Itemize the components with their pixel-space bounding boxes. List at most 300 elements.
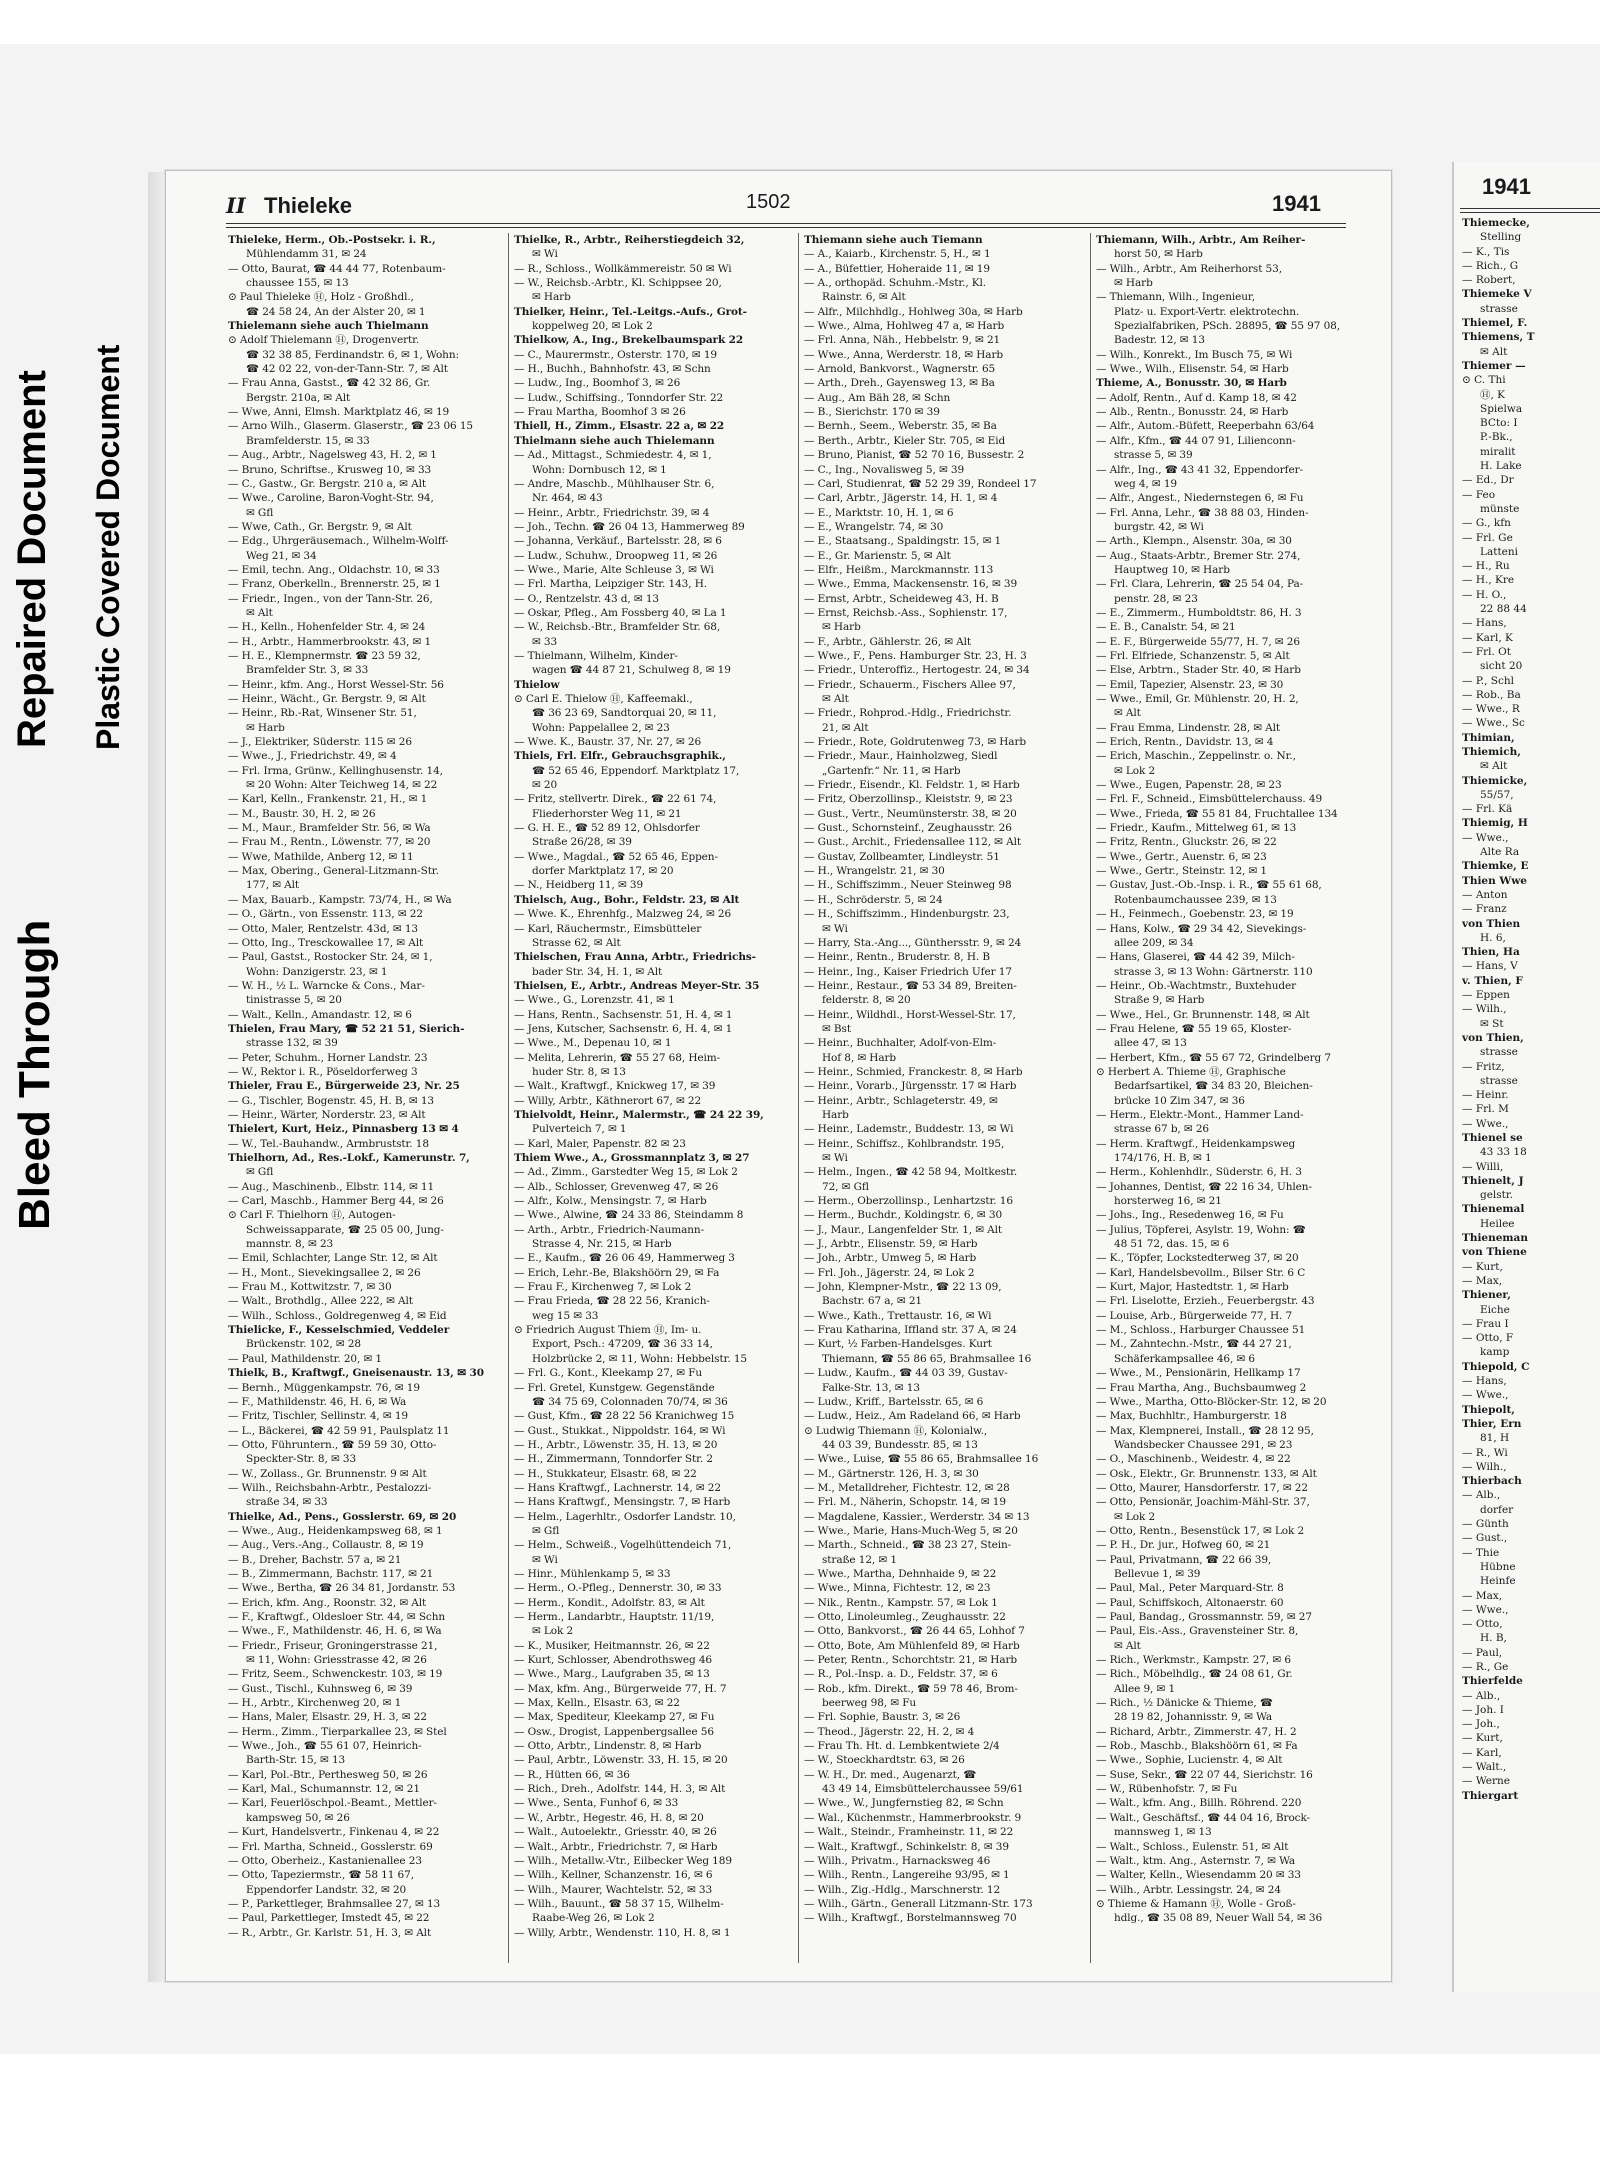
directory-entry-line: dorfer Marktplatz 17, ✉ 20 xyxy=(532,865,674,878)
directory-entry-line: — Friedr., Rote, Goldrutenweg 73, ✉ Harb xyxy=(804,736,1027,749)
directory-entry-line: — Heinr., Wärter, Norderstr. 23, ✉ Alt xyxy=(228,1108,426,1121)
directory-entry-line: huder Str. 8, ✉ 13 xyxy=(532,1065,626,1078)
directory-entry-line: — Friedr., Maur., Hainholzweg, Siedl xyxy=(804,750,998,763)
directory-entry-line: — Paul, Mal., Peter Marquard-Str. 8 xyxy=(1096,1582,1284,1595)
directory-entry-line: — Frau Th. Ht. d. Lembkentwiete 2/4 xyxy=(804,1740,1000,1753)
directory-entry-line: — H., Kre xyxy=(1462,574,1515,587)
directory-entry-line: — W., Reichsb.-Arbtr., Kl. Schippsee 20, xyxy=(514,277,722,290)
directory-entry-line: — E., Kaufm., ☎ 26 06 49, Hammerweg 3 xyxy=(514,1252,735,1265)
directory-entry-line: — Heinr., kfm. Ang., Horst Wessel-Str. 56 xyxy=(228,678,444,691)
directory-entry-line: — Aug., Maschinenb., Elbstr. 114, ✉ 11 xyxy=(228,1180,435,1193)
directory-entry-line: — Berth., Arbtr., Kieler Str. 705, ✉ Eid xyxy=(804,434,1006,447)
directory-entry-line: — Hans, xyxy=(1462,617,1507,630)
directory-entry-line: — Aug., Arbtr., Nagelsweg 43, H. 2, ✉ 1 xyxy=(228,449,437,462)
directory-entry-line: — Heinr., Wächt., Gr. Bergstr. 9, ✉ Alt xyxy=(228,693,426,705)
directory-entry-line: Rainstr. 6, ✉ Alt xyxy=(822,291,906,304)
directory-column-3 xyxy=(804,233,1086,1973)
directory-entry-line: — Wwe., Sc xyxy=(1462,717,1525,730)
directory-entry-line: — Wilh., Metallw.-Vtr., Eilbecker Weg 189 xyxy=(514,1854,732,1867)
directory-entry-line: — C., Maurermstr., Osterstr. 170, ✉ 19 xyxy=(514,348,717,361)
directory-entry-line: — Wilh., Zig.-Hdlg., Marschnerstr. 12 xyxy=(804,1883,1001,1896)
directory-entry-line: 22 88 44 xyxy=(1480,603,1527,616)
directory-entry-line: Rotenbaumchaussee 239, ✉ 13 xyxy=(1114,893,1277,906)
directory-entry-line: — Heinr., Arbtr., Friedrichstr. 39, ✉ 4 xyxy=(514,506,710,519)
running-head-name: Thieleke xyxy=(264,193,353,218)
directory-entry-line: Thieleke, Herm., Ob.-Postsekr. i. R., xyxy=(228,234,436,246)
directory-entry-line: — Fritz, Tischler, Sellinstr. 4, ✉ 19 xyxy=(228,1410,408,1423)
directory-entry-line: — Friedr., Ingen., von der Tann-Str. 26, xyxy=(228,592,433,605)
directory-entry-line: — Hans, V xyxy=(1462,960,1518,973)
directory-entry-line: — Heinr., Schiffsz., Kohlbrandstr. 195, xyxy=(804,1137,1005,1150)
directory-entry-line: ✉ Harb xyxy=(1114,277,1153,290)
directory-entry-line: Schäferkampsallee 46, ✉ 6 xyxy=(1114,1352,1255,1365)
directory-entry-line: Fliederhorster Weg 11, ✉ 21 xyxy=(532,807,682,820)
directory-entry-line: — Joh., Arbtr., Umweg 5, ✉ Harb xyxy=(804,1252,977,1265)
directory-entry-line: ✉ Gfl xyxy=(246,506,274,519)
directory-entry-line: — R., Ge xyxy=(1462,1660,1509,1673)
directory-entry-line: dorfer xyxy=(1480,1503,1514,1516)
directory-entry-line: ✉ Alt xyxy=(246,606,273,619)
directory-entry-line: 81, H xyxy=(1480,1432,1510,1445)
directory-entry-line: — Herm., Elektr.-Mont., Hammer Land- xyxy=(1096,1108,1304,1121)
directory-entry-line: — H., Zimmermann, Tonndorfer Str. 2 xyxy=(514,1453,713,1466)
bottom-margin xyxy=(0,2054,1600,2177)
directory-entry-line: — Wwe., Caroline, Baron-Voght-Str. 94, xyxy=(228,492,434,505)
directory-entry-line: — N., Heidberg 11, ✉ 39 xyxy=(514,879,644,892)
directory-entry-line: — Harry, Sta.-Ang..., Günthersstr. 9, ✉ 24 xyxy=(804,936,1022,949)
directory-entry-line: — Otto, Maler, Rentzelstr. 43d, ✉ 13 xyxy=(228,922,419,935)
directory-entry-line: 21, ✉ Alt xyxy=(822,721,869,734)
directory-entry-line: — Frl. Irma, Grünw., Kellinghusenstr. 14, xyxy=(228,764,443,777)
directory-entry-line: Thiemann siehe auch Tiemann xyxy=(804,234,983,246)
directory-entry-line: — Walt., xyxy=(1462,1761,1507,1774)
directory-entry-line: — Max, Bauarb., Kampstr. 73/74, H., ✉ Wa xyxy=(228,893,452,906)
directory-entry-line: — Emil, Tapezier, Alsenstr. 23, ✉ 30 xyxy=(1096,678,1284,691)
directory-entry-line: — Gustav, Zollbeamter, Lindleystr. 51 xyxy=(804,850,1000,863)
directory-entry-line: — Rob., Ba xyxy=(1462,688,1521,701)
directory-entry-line: — Ernst, Arbtr., Scheideweg 43, H. B xyxy=(804,592,999,605)
directory-entry-line: strasse xyxy=(1480,1074,1518,1087)
directory-entry-line: — Frl. Joh., Jägerstr. 24, ✉ Lok 2 xyxy=(804,1266,975,1279)
directory-entry-line: — H., Ru xyxy=(1462,560,1510,573)
directory-entry-line: — Ludw., Heiz., Am Radeland 66, ✉ Harb xyxy=(804,1410,1021,1423)
directory-entry-line: — Emil, techn. Ang., Oldachstr. 10, ✉ 33 xyxy=(228,563,440,576)
directory-entry-line: Bellevue 1, ✉ 39 xyxy=(1114,1567,1201,1580)
directory-entry-line: ☎ 32 38 85, Ferdinandstr. 6, ✉ 1, Wohn: xyxy=(246,348,459,361)
directory-entry-line: — Gust, Kfm., ☎ 28 22 56 Kranichweg 15 xyxy=(514,1410,735,1423)
directory-entry-line: — E., Gr. Marienstr. 5, ✉ Alt xyxy=(804,549,951,562)
directory-entry-line: — Walt., Arbtr., Friedrichstr. 7, ✉ Harb xyxy=(514,1840,718,1853)
directory-entry-line: — W. H., Dr. med., Augenarzt, ☎ xyxy=(804,1768,977,1781)
directory-entry-line: — M., Maur., Bramfelder Str. 56, ✉ Wa xyxy=(228,822,431,835)
directory-entry-line: — P., Parkettleger, Brahmsallee 27, ✉ 13 xyxy=(228,1897,441,1910)
directory-entry-line: — Paul, Arbtr., Löwenstr. 33, H. 15, ✉ 20 xyxy=(514,1754,728,1767)
directory-entry-line: — Frau M., Rentn., Löwenstr. 77, ✉ 20 xyxy=(228,836,431,849)
directory-entry-line: Export, Psch.: 47209, ☎ 36 33 14, xyxy=(532,1338,713,1351)
directory-entry-line: — Kurt, ½ Farben-Handelsges. Kurt xyxy=(804,1338,992,1351)
directory-entry-line: Thielemann siehe auch Thielmann xyxy=(228,320,429,333)
directory-entry-line: — Frl. Clara, Lehrerin, ☎ 25 54 04, Pa- xyxy=(1096,578,1304,591)
page-header xyxy=(226,189,1351,223)
directory-entry-line: weg 15 ✉ 33 xyxy=(532,1309,599,1322)
directory-entry-line: — Peter, Schuhm., Horner Landstr. 23 xyxy=(228,1051,428,1064)
directory-entry-line: Thiell, H., Zimm., Elsastr. 22 a, ✉ 22 xyxy=(514,420,725,433)
directory-entry-line: — Hans, xyxy=(1462,1375,1507,1388)
directory-entry-line: — Paul, Schiffskoch, Altonaerstr. 60 xyxy=(1096,1596,1284,1609)
directory-entry-line: — H., Arbtr., Löwenstr. 35, H. 13, ✉ 20 xyxy=(514,1438,718,1451)
directory-entry-line: — Wwe., M., Depenau 10, ✉ 1 xyxy=(514,1037,672,1050)
directory-entry-line: — Gust., Stukkat., Nippoldstr. 164, ✉ Wi xyxy=(514,1424,726,1437)
directory-entry-line: — W., Zollass., Gr. Brunnenstr. 9 ✉ Alt xyxy=(228,1467,427,1480)
directory-entry-line: chaussee 155, ✉ 13 xyxy=(246,277,349,290)
directory-entry-line: Bedarfsartikel, ☎ 34 83 20, Bleichen- xyxy=(1114,1080,1313,1093)
directory-entry-line: — Gust., xyxy=(1462,1532,1508,1545)
directory-entry-line: — Max, Buchhltr., Hamburgerstr. 18 xyxy=(1096,1410,1287,1423)
directory-entry-line: — Wilh., xyxy=(1462,1003,1507,1016)
directory-entry-line: — Rich., Dreh., Adolfstr. 144, H. 3, ✉ Alt xyxy=(514,1783,726,1796)
directory-entry-line: — Heinr., Rb.-Rat, Winsener Str. 51, xyxy=(228,707,417,720)
directory-entry-line: Thiemel, F. xyxy=(1462,317,1528,330)
directory-entry-line: — Herm., Kohlenhdlr., Süderstr. 6, H. 3 xyxy=(1096,1166,1302,1179)
directory-entry-line: strasse 132, ✉ 39 xyxy=(246,1037,338,1050)
directory-entry-line: ⊙ Thieme & Hamann Ⓗ, Wolle - Groß- xyxy=(1096,1897,1296,1910)
directory-entry-line: — L., Bäckerei, ☎ 42 59 91, Paulsplatz 11 xyxy=(228,1424,450,1437)
directory-entry-line: Thiem Wwe., A., Grossmannplatz 3, ✉ 27 xyxy=(514,1152,750,1164)
directory-entry-line: — Frau Anna, Gastst., ☎ 42 32 86, Gr. xyxy=(228,377,431,390)
directory-entry-line: ✉ St xyxy=(1480,1017,1504,1030)
directory-entry-line: — Willy, Arbtr., Wendenstr. 110, H. 8, ✉ 1 xyxy=(514,1926,731,1939)
directory-entry-line: Thiemecke, xyxy=(1462,217,1530,229)
directory-entry-line: Wohn: Danzigerstr. 23, ✉ 1 xyxy=(246,965,388,978)
directory-entry-line: — Frl. F., Schneid., Eimsbüttelerchauss. 49 xyxy=(1096,793,1323,806)
directory-entry-line: Barth-Str. 15, ✉ 13 xyxy=(246,1754,346,1767)
directory-entry-line: — Heinr., Restaur., ☎ 53 34 89, Breiten- xyxy=(804,979,1017,992)
directory-entry-line: — H., Stukkateur, Elsastr. 68, ✉ 22 xyxy=(514,1467,697,1480)
directory-entry-line: ✉ 20 xyxy=(532,779,558,792)
directory-entry-line: — Wwe., Eugen, Papenstr. 28, ✉ 23 xyxy=(1096,779,1282,792)
directory-entry-line: Eppendorfer Landstr. 32, ✉ 20 xyxy=(246,1883,407,1896)
directory-entry-line: — F., Kraftwgf., Oldesloer Str. 44, ✉ Schn xyxy=(228,1611,446,1623)
directory-entry-line: — Suse, Sekr., ☎ 22 07 44, Sierichstr. 16 xyxy=(1096,1768,1313,1781)
directory-entry-line: — Joh., xyxy=(1462,1718,1500,1731)
directory-entry-line: Thierbach xyxy=(1462,1475,1522,1488)
directory-entry-line: ✉ Gfl xyxy=(532,1524,560,1537)
directory-entry-line: — Frl. Liselotte, Erzieh., Feuerbergstr. 43 xyxy=(1096,1295,1315,1308)
directory-entry-line: Wandsbecker Chaussee 291, ✉ 23 xyxy=(1114,1438,1293,1451)
directory-entry-line: Thienemal xyxy=(1462,1203,1525,1216)
directory-entry-line: — Heinr., Buchhalter, Adolf-von-Elm- xyxy=(804,1037,997,1050)
directory-entry-line: — Wwe., W., Jungfernstieg 82, ✉ Schn xyxy=(804,1797,1004,1810)
directory-entry-line: Harb xyxy=(822,1108,849,1121)
directory-entry-line: Eiche xyxy=(1480,1303,1510,1316)
directory-entry-line: — H., Schiffszimm., Hindenburgstr. 23, xyxy=(804,908,1010,921)
directory-entry-line: — Friedr., Schauerm., Fischers Allee 97, xyxy=(804,678,1016,691)
directory-entry-line: — M., Schloss., Harburger Chaussee 51 xyxy=(1096,1324,1306,1337)
directory-page xyxy=(165,170,1392,1982)
directory-entry-line: Hübne xyxy=(1480,1560,1516,1573)
directory-entry-line: Thier, Ern xyxy=(1462,1417,1522,1430)
directory-entry-line: ⊙ Paul Thieleke Ⓗ, Holz - Großhdl., xyxy=(228,291,414,304)
directory-entry-line: — Wwe, Mathilde, Anberg 12, ✉ 11 xyxy=(228,850,414,863)
directory-entry-line: — Wwe., Magdal., ☎ 52 65 46, Eppen- xyxy=(514,850,718,863)
directory-entry-line: — Frl. Anna, Näh., Hebbelstr. 9, ✉ 21 xyxy=(804,334,1001,347)
directory-entry-line: Bachstr. 67 a, ✉ 21 xyxy=(822,1295,922,1308)
directory-entry-line: horsterweg 16, ✉ 21 xyxy=(1114,1195,1222,1208)
directory-entry-line: — Friedr., Eisendr., Kl. Feldstr. 1, ✉ Harb xyxy=(804,779,1020,792)
directory-entry-line: Thien, Ha xyxy=(1462,946,1520,959)
directory-entry-line: Raabe-Weg 26, ✉ Lok 2 xyxy=(532,1912,655,1925)
directory-entry-line: Thielsch, Aug., Bohr., Feldstr. 23, ✉ Alt xyxy=(514,893,740,906)
directory-entry-line: — Max, Klempnerei, Install., ☎ 28 12 95, xyxy=(1096,1424,1314,1437)
directory-entry-line: — Otto, Ing., Tresckowallee 17, ✉ Alt xyxy=(228,936,424,949)
directory-entry-line: ✉ Alt xyxy=(1480,760,1508,773)
directory-entry-line: penstr. 28, ✉ 23 xyxy=(1114,592,1198,605)
directory-entry-line: — Hans, Glaserei, ☎ 44 42 39, Milch- xyxy=(1096,951,1295,964)
directory-entry-line: — Frau Frieda, ☎ 28 22 56, Kranich- xyxy=(514,1295,710,1308)
directory-entry-line: — Robert, xyxy=(1462,274,1516,287)
directory-entry-line: — Walt., Geschäftsf., ☎ 44 04 16, Brock- xyxy=(1096,1811,1310,1824)
directory-entry-line: — Emil, Schlachter, Lange Str. 12, ✉ Alt xyxy=(228,1252,438,1265)
directory-entry-line: ✉ Alt xyxy=(822,693,849,705)
directory-entry-line: — Gust., Tischl., Kuhnsweg 6, ✉ 39 xyxy=(228,1682,413,1695)
directory-entry-line: — Aug., Vers.-Ang., Collaustr. 8, ✉ 19 xyxy=(228,1539,424,1552)
directory-entry-line: — Wwe. K., Ehrenhfg., Malzweg 24, ✉ 26 xyxy=(514,908,732,921)
directory-entry-line: — M., Gärtnerstr. 126, H. 3, ✉ 30 xyxy=(804,1467,979,1480)
directory-entry-line: Thielow xyxy=(514,678,560,691)
directory-entry-line: — E., Staatsang., Spaldingstr. 15, ✉ 1 xyxy=(804,535,1002,548)
directory-entry-line: straße 12, ✉ 1 xyxy=(822,1553,897,1566)
directory-entry-line: ✉ Alt xyxy=(1480,345,1508,358)
directory-entry-line: — Wwe., Frieda, ☎ 55 81 84, Fruchtallee 134 xyxy=(1096,807,1338,820)
directory-entry-line: H. 6, xyxy=(1480,931,1506,944)
directory-entry-line: Thiemich, xyxy=(1462,745,1521,758)
directory-entry-line: — Willi, xyxy=(1462,1160,1504,1173)
directory-entry-line: — Paul, Gastst., Rostocker Str. 24, ✉ 1, xyxy=(228,951,433,964)
directory-entry-line: — H., Feinmech., Goebenstr. 23, ✉ 19 xyxy=(1096,908,1294,921)
directory-entry-line: — Wwe., xyxy=(1462,1117,1509,1130)
directory-entry-line: — Rob., Maschb., Blakshöörn 61, ✉ Fa xyxy=(1096,1740,1298,1753)
directory-entry-line: Stelling xyxy=(1480,231,1522,244)
directory-entry-line: — Kurt, Major, Hastedtstr. 1, ✉ Harb xyxy=(1096,1281,1289,1294)
directory-entry-line: — Max, Spediteur, Kleekamp 27, ✉ Fu xyxy=(514,1711,715,1724)
directory-entry-line: Thiemke, E xyxy=(1462,860,1529,873)
directory-entry-line: — Alb., Rentn., Bonusstr. 24, ✉ Harb xyxy=(1096,406,1289,419)
directory-entry-line: — Herm., Zimm., Tierparkallee 23, ✉ Stel xyxy=(228,1725,447,1738)
directory-entry-line: ☎ 24 58 24, An der Alster 20, ✉ 1 xyxy=(246,305,426,318)
directory-entry-line: — K., Tis xyxy=(1462,245,1510,258)
directory-entry-line: — Wwe., Gertr., Steinstr. 12, ✉ 1 xyxy=(1096,865,1268,878)
directory-entry-line: — R., Arbtr., Gr. Karlstr. 51, H. 3, ✉ Alt xyxy=(228,1926,432,1939)
directory-entry-line: — Otto, Baurat, ☎ 44 44 77, Rotenbaum- xyxy=(228,262,446,275)
directory-entry-line: ⊙ Ludwig Thiemann Ⓗ, Kolonialw., xyxy=(804,1424,988,1437)
directory-entry-line: — E. F., Bürgerweide 55/77, H. 7, ✉ 26 xyxy=(1096,635,1300,648)
directory-entry-line: ✉ Lok 2 xyxy=(1114,764,1156,777)
directory-entry-line: — Nik., Rentn., Kampstr. 57, ✉ Lok 1 xyxy=(804,1596,998,1609)
directory-entry-line: — O., Gärtn., von Essenstr. 113, ✉ 22 xyxy=(228,908,423,921)
directory-entry-line: — W., Tel.-Bauhandw., Armbruststr. 18 xyxy=(228,1137,429,1150)
directory-entry-line: — Rich., G xyxy=(1462,259,1519,272)
directory-entry-line: — E., Zimmerm., Humboldtstr. 86, H. 3 xyxy=(1096,606,1302,619)
directory-entry-line: Heinfe xyxy=(1480,1575,1516,1588)
directory-entry-line: — Wilh., Rentn., Langereihe 93/95, ✉ 1 xyxy=(804,1869,1010,1882)
directory-entry-line: Spielwa xyxy=(1480,402,1523,415)
directory-entry-line: — Gust., Schornsteinf., Zeughausstr. 26 xyxy=(804,822,1012,835)
directory-entry-line: — Herm. Kraftwgf., Heidenkampsweg xyxy=(1096,1137,1296,1150)
directory-entry-line: — Helm., Schweiß., Vogelhüttendeich 71, xyxy=(514,1539,732,1552)
directory-entry-line: — Wwe., Alma, Hohlweg 47 a, ✉ Harb xyxy=(804,320,1005,333)
directory-entry-line: — Eppen xyxy=(1462,989,1510,1002)
directory-entry-line: — H. E., Klempnermstr. ☎ 23 59 32, xyxy=(228,649,421,662)
directory-entry-line: 177, ✉ Alt xyxy=(246,879,300,892)
directory-entry-line: — Wwe. K., Baustr. 37, Nr. 27, ✉ 26 xyxy=(514,736,702,749)
directory-entry-line: — Frau Helene, ☎ 55 19 65, Kloster- xyxy=(1096,1022,1292,1035)
directory-entry-line: — Wwe., xyxy=(1462,1389,1509,1402)
directory-entry-line: beerweg 98, ✉ Fu xyxy=(822,1697,917,1710)
directory-entry-line: — Paul, Eis.-Ass., Gravensteiner Str. 8, xyxy=(1096,1625,1299,1638)
directory-entry-line: — Otto, F xyxy=(1462,1332,1514,1345)
directory-entry-line: — Hans, Kolw., ☎ 29 34 42, Sievekings- xyxy=(1096,922,1307,935)
directory-entry-line: — Herm., Landarbtr., Hauptstr. 11/19, xyxy=(514,1611,715,1623)
directory-entry-line: Thielk, B., Kraftwgf., Gneisenaustr. 13, ✉ 30 xyxy=(228,1367,484,1380)
directory-entry-line: Thielker, Heinr., Tel.-Leitgs.-Aufs., Grot- xyxy=(514,305,747,318)
directory-entry-line: — Arnold, Bankvorst., Wagnerstr. 65 xyxy=(804,363,996,376)
directory-entry-line: — P. H., Dr. jur., Hofweg 60, ✉ 21 xyxy=(1096,1539,1271,1552)
directory-entry-line: — Frau Emma, Lindenstr. 28, ✉ Alt xyxy=(1096,721,1280,734)
directory-entry-line: — R., Wi xyxy=(1462,1446,1508,1459)
directory-entry-line: — Fritz, xyxy=(1462,1060,1505,1073)
directory-entry-line: P.-Bk., xyxy=(1480,431,1513,444)
directory-entry-line: — Feo xyxy=(1462,488,1496,501)
directory-entry-line: — Walt., kfm. Ang., Billh. Röhrend. 220 xyxy=(1096,1797,1302,1810)
directory-entry-line: — W., Rübenhofstr. 7, ✉ Fu xyxy=(1096,1783,1238,1796)
label-bleed-through: Bleed Through xyxy=(10,919,59,1230)
directory-entry-line: — Ad., Zimm., Garstedter Weg 15, ✉ Lok 2 xyxy=(514,1166,738,1179)
directory-entry-line: — Hans Kraftwgf., Lachnerstr. 14, ✉ 22 xyxy=(514,1481,721,1494)
directory-entry-line: Thieneman xyxy=(1462,1232,1528,1245)
directory-entry-line: — Gustav, Just.-Ob.-Insp. i. R., ☎ 55 61 68, xyxy=(1096,879,1322,892)
directory-entry-line: ⊙ Herbert A. Thieme Ⓗ, Graphische xyxy=(1096,1065,1286,1078)
directory-entry-line: von Thien, xyxy=(1462,1031,1524,1044)
directory-entry-line: Thiels, Frl. Elfr., Gebrauchsgraphik., xyxy=(514,750,726,763)
directory-entry-line: BCto: I xyxy=(1480,417,1518,430)
directory-entry-line: — Otto, Tapeziermstr., ☎ 58 11 67, xyxy=(228,1869,414,1882)
directory-entry-line: — H., Buchh., Bahnhofstr. 43, ✉ Schn xyxy=(514,363,711,376)
directory-entry-line: — M., Zahntechn.-Mstr., ☎ 44 27 21, xyxy=(1096,1338,1292,1351)
directory-entry-line: — Heinr., Wildhdl., Horst-Wessel-Str. 17, xyxy=(804,1008,1016,1021)
directory-entry-line: — Wwe., R xyxy=(1462,703,1520,716)
directory-entry-line: Holzbrücke 2, ✉ 11, Wohn: Hebbelstr. 15 xyxy=(532,1352,747,1365)
directory-entry-line: — J., Maur., Langenfelder Str. 1, ✉ Alt xyxy=(804,1223,1003,1236)
directory-entry-line: — E., Marktstr. 10, H. 1, ✉ 6 xyxy=(804,506,954,519)
directory-entry-line: — Wilh., xyxy=(1462,1460,1507,1473)
directory-entry-line: Thiemann, Wilh., Arbtr., Am Reiher- xyxy=(1096,234,1306,246)
directory-entry-line: — Walt., Kraftwgf., Schinkelstr. 8, ✉ 39 xyxy=(804,1840,1009,1853)
directory-entry-line: — Wwe., Alwine, ☎ 24 33 86, Steindamm 8 xyxy=(514,1209,744,1222)
directory-entry-line: — Wilh., Arbtr., Am Reiherhorst 53, xyxy=(1096,262,1282,275)
directory-entry-line: — A., orthopäd. Schuhm.-Mstr., Kl. xyxy=(804,277,987,290)
directory-entry-line: Thiemig, H xyxy=(1462,817,1528,830)
directory-entry-line: ✉ Lok 2 xyxy=(1114,1510,1156,1523)
directory-entry-line: ✉ Alt xyxy=(1114,707,1141,720)
directory-entry-line: — Osk., Elektr., Gr. Brunnenstr. 133, ✉ Alt xyxy=(1096,1467,1317,1480)
directory-entry-line: — Frl. M xyxy=(1462,1103,1509,1116)
directory-entry-line: — Carl, Arbtr., Jägerstr. 14, H. 1, ✉ 4 xyxy=(804,492,998,505)
directory-column-2 xyxy=(514,233,794,1973)
directory-entry-line: Straße 26/28, ✉ 39 xyxy=(532,836,632,849)
directory-entry-line: — Frau Katharina, Iffland str. 37 A, ✉ 24 xyxy=(804,1324,1017,1337)
directory-entry-line: — Anton xyxy=(1462,888,1508,901)
directory-entry-line: — Paul, Bandag., Grossmannstr. 59, ✉ 27 xyxy=(1096,1611,1312,1623)
directory-entry-line: — F., Mathildenstr. 46, H. 6, ✉ Wa xyxy=(228,1395,407,1408)
directory-entry-line: strasse 3, ✉ 13 Wohn: Gärtnerstr. 110 xyxy=(1114,965,1313,978)
directory-entry-line: — Karl, xyxy=(1462,1746,1502,1759)
directory-entry-line: — W., Reichsb.-Btr., Bramfelder Str. 68, xyxy=(514,621,721,634)
directory-entry-line: — Gust., Archit., Friedensallee 112, ✉ Alt xyxy=(804,836,1021,849)
directory-entry-line: 174/176, H. B, ✉ 1 xyxy=(1114,1152,1212,1164)
directory-entry-line: — Wwe, Anni, Elmsh. Marktplatz 46, ✉ 19 xyxy=(228,406,450,419)
directory-entry-line: — G. H. E., ☎ 52 89 12, Ohlsdorfer xyxy=(514,822,700,835)
directory-entry-line: ✉ Wi xyxy=(532,248,558,261)
directory-entry-line: kampsweg 50, ✉ 26 xyxy=(246,1811,350,1824)
column-divider xyxy=(1090,233,1091,1963)
directory-entry-line: — Frl. Ge xyxy=(1462,531,1513,544)
directory-entry-line: — R., Pol.-Insp. a. D., Feldstr. 37, ✉ 6 xyxy=(804,1668,998,1681)
directory-entry-line: Thimian, xyxy=(1462,731,1515,744)
directory-entry-line: — Rich., Möbelhdlg., ☎ 24 08 61, Gr. xyxy=(1096,1668,1293,1681)
directory-entry-line: ✉ Wi xyxy=(532,1553,558,1566)
directory-entry-line: — Wwe., Gertr., Auenstr. 6, ✉ 23 xyxy=(1096,850,1267,863)
directory-entry-line: Thiemer — xyxy=(1462,359,1526,372)
directory-entry-line: — Wwe., F., Mathildenstr. 46, H. 6, ✉ Wa xyxy=(228,1625,442,1638)
directory-entry-line: — H., Schröderstr. 5, ✉ 24 xyxy=(804,893,943,906)
directory-entry-line: — J., Elektriker, Süderstr. 115 ✉ 26 xyxy=(228,736,412,749)
directory-entry-line: — Max, Kelln., Elsastr. 63, ✉ 22 xyxy=(514,1697,680,1710)
directory-entry-line: — Wilh., Schloss., Goldregenweg 4, ✉ Eid xyxy=(228,1309,447,1322)
directory-entry-line: — Friedr., Kaufm., Mittelweg 61, ✉ 13 xyxy=(1096,822,1297,835)
directory-entry-line: Heilee xyxy=(1480,1217,1515,1230)
directory-entry-line: ✉ Gfl xyxy=(246,1166,274,1179)
directory-entry-line: — Arth., Arbtr., Friedrich-Naumann- xyxy=(514,1223,705,1236)
directory-entry-line: — Fritz, Seem., Schwenckestr. 103, ✉ 19 xyxy=(228,1668,443,1681)
directory-entry-line: bader Str. 34, H. 1, ✉ Alt xyxy=(532,965,663,978)
directory-entry-line: — A., Kaiarb., Kirchenstr. 5, H., ✉ 1 xyxy=(804,248,991,261)
year-label: 1941 xyxy=(1272,191,1321,216)
directory-entry-line: — Louise, Arb., Bürgerweide 77, H. 7 xyxy=(1096,1309,1293,1322)
directory-entry-line: — Wwe., Aug., Heidenkampsweg 68, ✉ 1 xyxy=(228,1524,443,1537)
directory-entry-line: — O., Rentzelstr. 43 d, ✉ 13 xyxy=(514,592,659,605)
directory-entry-line: ✉ Harb xyxy=(822,621,861,634)
directory-entry-line: — Frl. M., Näherin, Schopstr. 14, ✉ 19 xyxy=(804,1496,1006,1509)
directory-entry-line: — Wwe., Senta, Funhof 6, ✉ 33 xyxy=(514,1797,679,1810)
directory-entry-line: — Walt., ktm. Ang., Asternstr. 7, ✉ Wa xyxy=(1096,1854,1296,1867)
directory-entry-line: — A., Büfettier, Hoheraide 11, ✉ 19 xyxy=(804,262,990,275)
directory-entry-line: Thiergart xyxy=(1462,1789,1519,1802)
directory-entry-line: — Rob., kfm. Direkt., ☎ 59 78 46, Brom- xyxy=(804,1682,1018,1695)
directory-entry-line: Bramfelderstr. 15, ✉ 33 xyxy=(246,434,370,447)
directory-entry-line: Thielert, Kurt, Heiz., Pinnasberg 13 ✉ 4 xyxy=(228,1123,459,1136)
directory-entry-line: — Heinr., Lademstr., Buddestr. 13, ✉ Wi xyxy=(804,1123,1014,1136)
directory-entry-line: Weg 21, ✉ 34 xyxy=(246,549,317,562)
directory-entry-line: ✉ 33 xyxy=(532,635,558,648)
directory-entry-line: — Wilh., Reichsbahn-Arbtr., Pestalozzi- xyxy=(228,1481,432,1494)
directory-entry-line: — M., Metalldreher, Fichtestr. 12, ✉ 28 xyxy=(804,1481,1010,1494)
directory-entry-line: — Alb., xyxy=(1462,1489,1501,1502)
directory-entry-line: Wohn: Pappelallee 2, ✉ 23 xyxy=(532,721,670,734)
directory-entry-line: — Arth., Klempn., Alsenstr. 30a, ✉ 30 xyxy=(1096,535,1292,548)
header-rule xyxy=(226,223,1346,228)
directory-entry-line: felderstr. 8, ✉ 20 xyxy=(822,994,911,1007)
directory-entry-line: — Oskar, Pfleg., Am Fossberg 40, ✉ La 1 xyxy=(514,606,727,619)
